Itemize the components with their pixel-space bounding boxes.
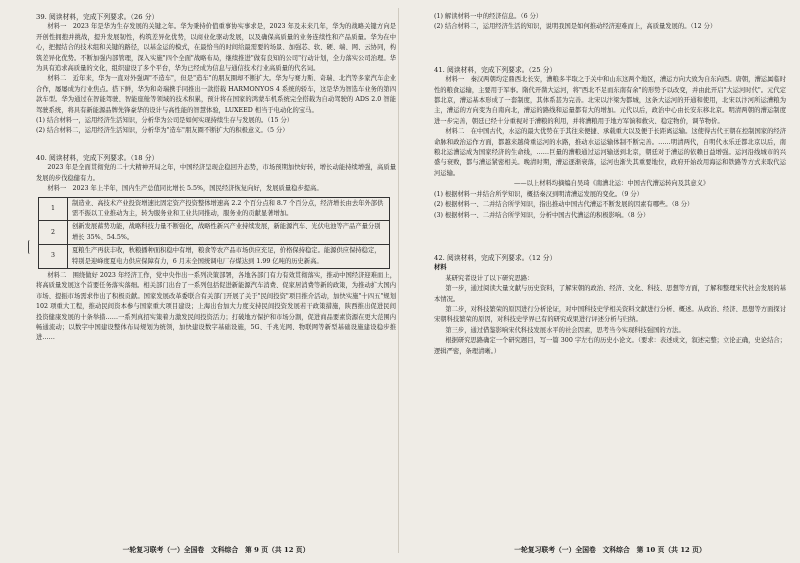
column-divider xyxy=(398,8,399,553)
q41-question-1: (1) 根据材料一并结合所学知识，概括秦汉到明清漕运发展的变化。（9 分） xyxy=(434,190,643,198)
page-footer-left: 一轮复习联考（一）全国卷 文科综合 第 9 页（共 12 页） xyxy=(122,546,310,554)
table-row xyxy=(39,197,390,221)
q40-question-2: (2) 结合材料二，运用经济生活的知识，说明我国是如何推动经济迎难而上，高质量发展的。（12 分） xyxy=(434,23,717,31)
q42-para-2: 第一步，通过阅读大量文献与历史资料，了解宋朝的政治、经济、文化、科技、思想等方面，了解和整理宋代社会发展的基本情况。 xyxy=(434,285,786,303)
q42-para-5: 根据研究思路确定一个研究题目，写一篇 300 字左右的历史小论文。（要求：表述成文，叙述完整；立论正确，史论结合；逻辑严密，条理清晰。） xyxy=(434,337,786,355)
q42-para-1: 某研究者设计了以下研究思路： xyxy=(445,274,534,282)
q40-material-table xyxy=(38,197,390,269)
q41-material-1: 材料一 秦汉两朝均定鼎西北长安，漕粮多半取之于关中和山东这两个地区，漕运方向大致为自东向西。唐朝，漕运属临时性的粮食运输，主要用于军事。隋代开凿大运河，将"西北不足而东南有余"的形势予以改变，并由此开启"大运河时代"。元代定都北京，漕运基本形成了一套制度，其体系甚为完善。北宋以汴梁为都城，这条大运河的开通和使用，北宋以汴河所运漕粮为主，漕运的方向变为自南向北，漕运的路线和运量都有大的增加。元代以后，政治中心由长安东移北京。明清两朝的漕运制度进一步完善，朝廷已经十分重视对于漕粮的利用，并将漕粮用于地方军饷和救灾、稳定物价，调节物价。 xyxy=(434,76,786,125)
table-cell-num: 2 xyxy=(39,221,68,245)
left-column xyxy=(36,12,396,344)
q40-material-2: 材料二 围绕做好 2023 年经济工作，党中央作出一系列决策部署，各地各部门有力有效贯彻落实，推动中国经济迎难而上，将高质量发展这个首要任务落实落细。相关部门出台了一系列包括促进新能源汽车消费、促家居消费等新的政策，为推动扩大国内市场、提振市场需求作出了积极贡献。国家发展改革委联合有关部门开展了关于"民间投资"项目推介活动，加快实施"十四五"规划 102 项重大工程，推动民间资本参与国家重大项目建设；上海出台加大力度支持民间投资发展若干政策措施，陕西推出促进民间投资健康发展的十条举措……一系列真招实策着力激发民间投资活力；打破地方保护和市场分割，促进商品要素资源在更大范围内畅通流动；以数字中国建设整体布局规划为统领，加快建设数字基础设施，5G、千兆光网、物联网等新型基础设施建设稳步推进…… xyxy=(36,271,396,342)
q40-material-1: 材料一 2023 年上半年，国内生产总值同比增长 5.5%，国民经济恢复向好，发展质量稳步提高。 xyxy=(47,185,323,193)
table-row xyxy=(39,221,390,245)
table-cell-num: 1 xyxy=(39,197,68,221)
q39-material-1: 材料一 2023 年是华为生存发展的关键之年。华为秉持价值重事协实事求是，2023 年及未来几年，华为的战略关键方向是开创性拥抱并挑战，提升发展韧性，构筑差异化优势，以商业化驱动发展，以及确保高质量的业务连续性和产品质量。华为在中心，把握结合的技术组和关键的路径，以基金运的模式，在最恰当的时间给最需要的场景、加强芯、软、硬、端、网、云协同，构筑差异化优势。不断加强内部管理，深入实施"四个全面"战略布局，继续推进"做有良知的公司"行动计划，全力落实公司治理。华为具有追求高质量的文化，组织建设了多个平台，华为已经成为信息与通信技术行业高质量的代名词。 xyxy=(36,23,396,73)
q39-heading: 39. 阅读材料，完成下列要求。（26 分） xyxy=(36,13,159,21)
q42-material-label: 材料 xyxy=(434,264,447,272)
table-cell-text: 制造业、高技术产业投资增速比固定资产投资整体增速高 2.2 个百分点和 8.7 个百分点，经济增长由去年外部供需不振以工业推动为主，转为服务业和工业共同推动，服务业的贡献显著增加。 xyxy=(68,197,390,221)
q42-para-3: 第二步，对科技繁荣的原因进行分析论证，对中国科技史学相关资料文献进行分析、概述。从政治、经济、思想等方面探讨宋朝科技繁荣的原因，对科技史学界已有的研究成果进行评述分析与归纳。 xyxy=(434,305,786,324)
q40-heading: 40. 阅读材料，完成下列要求。（18 分） xyxy=(36,153,159,162)
table-row xyxy=(39,245,390,269)
q41-material-2: 材料二 在中国古代，水运的最大优势在于其往来便捷、承载重大以及便于长距离运输。这使得古代王朝在控制国家的经济命脉和政治运作方面，都越来越倚重运河的水路，推动水运运输体制不断完善。……明清两代，自明代永乐迁都北京以后，南粮北运漕运成为国家经济的生命线，……巨量的漕粮通过运河输送到北京，朝廷对于漕运的依赖日益增强。运河沿线城市的兴盛与衰败，都与漕运紧密相关。晚清时期，漕运逐渐衰落，运河也渐失其重要地位，政府开始改用海运和铁路等方式来取代运河运输。 xyxy=(434,128,786,177)
q41-question-3: (3) 根据材料一、二并结合所学知识，分析中国古代漕运的积极影响。（8 分） xyxy=(434,211,650,219)
q41-source: ——以上材料均摘编自吴琦《南漕北运：中国古代漕运转向及其意义》 xyxy=(514,180,710,188)
q41-heading: 41. 阅读材料，完成下列要求。（25 分） xyxy=(434,65,557,74)
right-column xyxy=(434,12,786,357)
page-footer-right: 一轮复习联考（一）全国卷 文科综合 第 10 页（共 12 页） xyxy=(514,546,706,554)
table-cell-text: 夏粮生产再获丰收，秋粮播种面积稳中有增，粮食等农产品市场供应充足，价格保持稳定。能源供应保持稳定，特别是迎峰度夏电力供应保障有力，6 月末全国统调电厂存煤达到 1.99 亿吨的历史新高。 xyxy=(68,245,390,269)
q39-material-2: 材料二 近年来，华为一直对外强调"不造车"，但是"造车"的朋友圈却不断扩大。华为与赛力斯、奇瑞、北汽等多家汽车企业合作，屡屡成为行业焦点。搭下鲜，华为和奇瑞携手同推出一款搭载 HARMONYOS 4 系统的轿车，这是华为智选车业务的第四款车型。华为通过在智能驾驶、智能座舱等领域的技术积累，预计将在国家的鸿蒙车机系统完全搭载为自动驾驶的 ADS 2.0 智能驾驶系统，将具有新能源品牌先锋豪华的设计与高性能的智慧体验，LUXEED 相当于电动化的宝马。 xyxy=(36,75,396,114)
q42-heading: 42. 阅读材料，完成下列要求。（12 分） xyxy=(434,253,557,262)
q39-question-2: (2) 结合材料二，运用经济生活知识，分析华为"造车"朋友圈不断扩大的积极意义。（5 分） xyxy=(36,127,289,135)
handwritten-mark xyxy=(28,240,33,254)
q41-question-2: (2) 根据材料一、二并结合所学知识，指出推动中国古代漕运不断发展的因素有哪些。（8 分） xyxy=(434,201,694,209)
table-cell-text: 创新发展蓄势功能，战略科技力量不断强化，战略性新兴产业持续发展，新能源汽车、光伏电池等产品产量分别增长 35%、54.5%。 xyxy=(68,221,390,245)
q40-intro: 2023 年是全面贯彻党的二十大精神开局之年，中国经济呈现企稳回升态势，市场预期加快好转，增长动能持续增强，高质量发展的步伐稳健有力。 xyxy=(36,164,396,182)
q40-question-1: (1) 解读材料一中的经济信息。（6 分） xyxy=(434,13,543,20)
q39-question-1: (1) 结合材料一，运用经济生活知识，分析华为公司是如何实现持续生存与发展的。（15 分） xyxy=(36,117,294,125)
q42-para-4: 第三步，通过借鉴影响宋代科技发展水平的社会因素，思考当今实现科技强国的方法。 xyxy=(445,326,685,334)
table-cell-num: 3 xyxy=(39,245,68,269)
